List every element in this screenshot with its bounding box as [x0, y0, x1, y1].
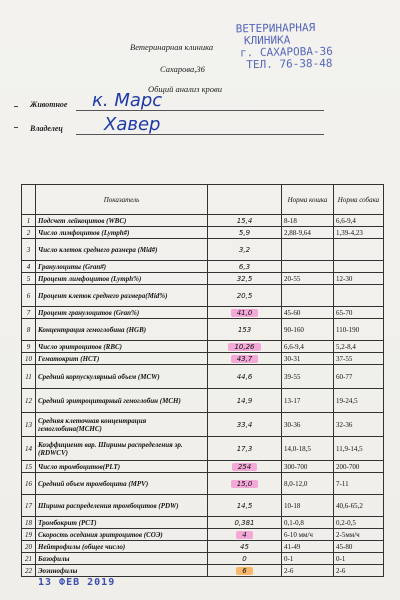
- row-result: 10,26: [228, 343, 260, 351]
- row-number-cell: [22, 517, 36, 529]
- header-result: [208, 185, 282, 215]
- clinic-name: Ветеринарная клиника: [130, 42, 214, 52]
- row-parameter-cell: [36, 565, 208, 577]
- row-parameter: Число клеток среднего размера (Mid#): [38, 245, 158, 254]
- row-norm-dog-cell: [334, 353, 384, 365]
- row-parameter-cell: [36, 307, 208, 319]
- row-norm-cat-cell: [282, 495, 334, 517]
- row-norm-cat: 41-49: [284, 542, 301, 551]
- table-row: [22, 437, 384, 461]
- row-parameter-cell: [36, 529, 208, 541]
- row-parameter: Средняя клеточная концентрация гемоглобина(MCHC): [38, 416, 147, 433]
- row-number-cell: [22, 365, 36, 389]
- row-norm-cat-cell: [282, 353, 334, 365]
- row-norm-cat-cell: [282, 319, 334, 341]
- row-norm-dog-cell: [334, 541, 384, 553]
- row-parameter-cell: [36, 437, 208, 461]
- table-row: [22, 389, 384, 413]
- row-number: 8: [26, 325, 31, 334]
- punch-mark: [14, 127, 18, 128]
- row-result-cell: [208, 285, 282, 307]
- row-result: 45: [240, 542, 249, 551]
- row-number: 2: [26, 228, 31, 237]
- table-row: [22, 353, 384, 365]
- row-number: 16: [25, 479, 32, 488]
- row-parameter: Процент лимфоцитов (Lymph%): [38, 274, 142, 283]
- row-norm-cat-cell: [282, 389, 334, 413]
- row-number-cell: [22, 473, 36, 495]
- row-result-cell: [208, 529, 282, 541]
- row-result-cell: [208, 517, 282, 529]
- row-norm-dog: 45-80: [336, 542, 353, 551]
- row-parameter: Средний объем тромбоцита (MPV): [38, 479, 149, 488]
- table-row: [22, 261, 384, 273]
- table-row: [22, 517, 384, 529]
- row-result-cell: [208, 495, 282, 517]
- row-norm-dog-cell: [334, 273, 384, 285]
- row-result: 5,9: [238, 228, 251, 237]
- row-parameter-cell: [36, 473, 208, 495]
- row-number: 12: [25, 396, 32, 405]
- row-result-cell: [208, 389, 282, 413]
- table-row: [22, 285, 384, 307]
- row-result-cell: [208, 473, 282, 495]
- row-norm-cat-cell: [282, 341, 334, 353]
- row-number-cell: [22, 389, 36, 413]
- row-parameter: Средний эритроцитарный гемоглобин (MCH): [38, 396, 181, 405]
- row-number: 13: [25, 420, 32, 429]
- row-parameter: Число тромбоцитов(PLT): [38, 462, 121, 471]
- stamp-line: ТЕЛ. 76-38-48: [246, 56, 333, 72]
- row-parameter: Базофилы: [38, 554, 70, 563]
- row-norm-dog: 7-11: [336, 479, 349, 488]
- row-norm-dog: 60-77: [336, 372, 353, 381]
- row-parameter-cell: [36, 341, 208, 353]
- header-parameter: Показатель: [36, 185, 208, 215]
- table-header-row: [22, 185, 384, 215]
- row-norm-dog: 19-24,5: [336, 396, 358, 405]
- row-parameter: Средний корпускулярный объем (MCW): [38, 372, 160, 381]
- row-parameter: Ширина распределения тромбоцитов (PDW): [38, 501, 179, 510]
- row-norm-dog-cell: [334, 565, 384, 577]
- row-norm-cat-cell: [282, 307, 334, 319]
- clinic-stamp: [236, 21, 397, 72]
- clinic-address: Сахарова,36: [160, 64, 205, 74]
- row-result: 14,9: [236, 396, 253, 405]
- row-parameter-cell: [36, 553, 208, 565]
- row-norm-cat-cell: [282, 273, 334, 285]
- row-norm-dog-cell: [334, 261, 384, 273]
- row-number: 10: [25, 354, 32, 363]
- row-norm-cat: 6,6-9,4: [284, 342, 304, 351]
- row-number: 15: [25, 462, 32, 471]
- row-result-cell: [208, 319, 282, 341]
- row-parameter: Эозинофилы: [38, 566, 78, 575]
- row-parameter: Процент гранулоцитов (Gran%): [38, 308, 140, 317]
- row-result: 17,3: [236, 444, 253, 453]
- table-row: [22, 215, 384, 227]
- row-norm-dog: 1,39-4,23: [336, 228, 363, 237]
- row-number-cell: [22, 261, 36, 273]
- owner-value: Хавер: [104, 114, 161, 135]
- row-parameter-cell: [36, 461, 208, 473]
- row-number-cell: [22, 341, 36, 353]
- row-norm-cat: 8,0-12,0: [284, 479, 308, 488]
- row-number-cell: [22, 285, 36, 307]
- row-parameter: Гематокрит (HCT): [38, 354, 100, 363]
- row-parameter-cell: [36, 273, 208, 285]
- row-result: 254: [232, 463, 257, 471]
- row-number: 19: [25, 530, 32, 539]
- table-row: [22, 307, 384, 319]
- table-row: [22, 473, 384, 495]
- row-norm-cat: 2,88-9,64: [284, 228, 311, 237]
- row-parameter: Процент клеток среднего размера(Mid%): [38, 291, 168, 300]
- row-norm-dog-cell: [334, 461, 384, 473]
- row-norm-cat: 10-18: [284, 501, 301, 510]
- row-norm-cat: 0-1: [284, 554, 294, 563]
- row-norm-dog: 2-5мм/ч: [336, 530, 360, 539]
- row-norm-cat-cell: [282, 473, 334, 495]
- row-number-cell: [22, 541, 36, 553]
- animal-label: Животное: [30, 100, 68, 109]
- row-result-cell: [208, 553, 282, 565]
- row-norm-cat-cell: [282, 413, 334, 437]
- row-result-cell: [208, 541, 282, 553]
- row-parameter: Подсчет лейкоцитов (WBC): [38, 216, 127, 225]
- row-parameter-cell: [36, 285, 208, 307]
- row-norm-dog: 5,2-8,4: [336, 342, 356, 351]
- row-norm-cat-cell: [282, 365, 334, 389]
- table-row: [22, 495, 384, 517]
- row-norm-dog-cell: [334, 517, 384, 529]
- table-body: [22, 215, 384, 577]
- table-row: [22, 273, 384, 285]
- row-norm-dog: 0-1: [336, 554, 346, 563]
- table-row: [22, 227, 384, 239]
- row-norm-dog: 32-36: [336, 420, 353, 429]
- date-stamp: 13 ФЕВ 2019: [38, 577, 116, 588]
- table-row: [22, 529, 384, 541]
- row-number: 21: [25, 554, 32, 563]
- row-result-cell: [208, 227, 282, 239]
- row-norm-cat-cell: [282, 461, 334, 473]
- row-number-cell: [22, 273, 36, 285]
- row-number-cell: [22, 495, 36, 517]
- row-norm-dog-cell: [334, 307, 384, 319]
- punch-mark: [14, 106, 18, 107]
- table-row: [22, 341, 384, 353]
- row-result: 20,5: [236, 291, 253, 300]
- row-norm-dog: 40,6-65,2: [336, 501, 363, 510]
- row-parameter-cell: [36, 541, 208, 553]
- row-norm-cat: 45-60: [284, 308, 301, 317]
- row-norm-cat: 90-160: [284, 325, 304, 334]
- row-number-cell: [22, 353, 36, 365]
- row-norm-dog-cell: [334, 365, 384, 389]
- row-norm-cat: 30-36: [284, 420, 301, 429]
- row-number-cell: [22, 319, 36, 341]
- table-row: [22, 365, 384, 389]
- row-result-cell: [208, 365, 282, 389]
- header-norm-cat: Норма кошка: [282, 185, 334, 215]
- row-norm-cat: 20-55: [284, 274, 301, 283]
- row-norm-dog: 110-190: [336, 325, 360, 334]
- row-norm-cat-cell: [282, 261, 334, 273]
- owner-label: Владелец: [30, 124, 63, 133]
- row-norm-cat: 30-31: [284, 354, 301, 363]
- row-parameter-cell: [36, 389, 208, 413]
- row-norm-cat-cell: [282, 565, 334, 577]
- row-number: 4: [26, 262, 31, 271]
- row-number: 9: [26, 342, 31, 351]
- row-parameter: Число эритроцитов (RBC): [38, 342, 123, 351]
- row-result: 0,381: [234, 518, 255, 527]
- animal-value: к. Марс: [92, 90, 163, 111]
- row-norm-cat-cell: [282, 553, 334, 565]
- row-parameter: Нейтрофилы (общее число): [38, 542, 126, 551]
- row-parameter-cell: [36, 517, 208, 529]
- stamp-line: ВЕТЕРИНАРНАЯ: [235, 21, 316, 36]
- row-number: 17: [25, 501, 32, 510]
- row-norm-dog: 0,2-0,5: [336, 518, 356, 527]
- row-result-cell: [208, 215, 282, 227]
- row-result: 3,2: [238, 245, 251, 254]
- row-norm-dog: 37-55: [336, 354, 353, 363]
- row-norm-cat: 300-700: [284, 462, 308, 471]
- row-parameter: Тромбокрит (PCT): [38, 518, 97, 527]
- row-norm-cat: 39-55: [284, 372, 301, 381]
- row-number: 1: [26, 216, 31, 225]
- table-row: [22, 461, 384, 473]
- row-result-cell: [208, 565, 282, 577]
- row-norm-dog-cell: [334, 413, 384, 437]
- table-row: [22, 319, 384, 341]
- row-parameter-cell: [36, 239, 208, 261]
- row-result: 15,0: [231, 480, 259, 488]
- row-norm-dog: 2-6: [336, 566, 346, 575]
- row-result-cell: [208, 413, 282, 437]
- row-norm-dog-cell: [334, 389, 384, 413]
- row-norm-cat-cell: [282, 517, 334, 529]
- row-result: 43,7: [231, 355, 259, 363]
- row-result-cell: [208, 261, 282, 273]
- row-number-cell: [22, 565, 36, 577]
- row-result: 41,0: [231, 309, 259, 317]
- row-result: 153: [237, 325, 252, 334]
- stamp-line: КЛИНИКА: [243, 33, 291, 48]
- row-number-cell: [22, 227, 36, 239]
- row-norm-cat: 6-10 мм/ч: [284, 530, 313, 539]
- row-result: 0: [242, 554, 247, 563]
- row-number-cell: [22, 215, 36, 227]
- row-norm-cat-cell: [282, 541, 334, 553]
- row-result: 33,4: [236, 420, 253, 429]
- row-norm-dog-cell: [334, 285, 384, 307]
- row-result: 6: [236, 567, 252, 575]
- row-norm-dog: 12-30: [336, 274, 353, 283]
- table-row: [22, 553, 384, 565]
- row-parameter: Скорость оседания эритроцитов (СОЭ): [38, 530, 163, 539]
- row-number: 22: [25, 566, 32, 575]
- header-number: [22, 185, 36, 215]
- row-number-cell: [22, 307, 36, 319]
- row-number-cell: [22, 239, 36, 261]
- row-norm-cat: 14,0-18,5: [284, 444, 311, 453]
- row-norm-cat-cell: [282, 215, 334, 227]
- row-parameter-cell: [36, 495, 208, 517]
- row-norm-dog: 65-70: [336, 308, 353, 317]
- row-parameter-cell: [36, 319, 208, 341]
- row-norm-cat-cell: [282, 437, 334, 461]
- row-result-cell: [208, 239, 282, 261]
- row-number-cell: [22, 553, 36, 565]
- row-norm-cat-cell: [282, 227, 334, 239]
- row-number-cell: [22, 413, 36, 437]
- row-norm-cat: 13-17: [284, 396, 301, 405]
- row-number-cell: [22, 461, 36, 473]
- table-row: [22, 541, 384, 553]
- row-norm-dog-cell: [334, 319, 384, 341]
- row-result-cell: [208, 341, 282, 353]
- row-norm-dog-cell: [334, 227, 384, 239]
- row-number: 6: [26, 291, 31, 300]
- row-norm-dog: 6,6-9,4: [336, 216, 356, 225]
- row-number: 14: [25, 444, 32, 453]
- row-result: 4: [236, 531, 252, 539]
- row-norm-dog-cell: [334, 495, 384, 517]
- blood-test-table: [21, 184, 384, 577]
- row-parameter: Число лимфоцитов (Lymph#): [38, 228, 130, 237]
- row-norm-dog-cell: [334, 437, 384, 461]
- row-parameter: Коэффициент вар. Ширины распределения эр. (RDWCV): [38, 440, 183, 457]
- row-result-cell: [208, 353, 282, 365]
- row-parameter-cell: [36, 227, 208, 239]
- row-norm-dog: 200-700: [336, 462, 360, 471]
- row-result: 32,5: [236, 274, 253, 283]
- row-number: 11: [25, 372, 32, 381]
- row-norm-cat-cell: [282, 239, 334, 261]
- row-norm-cat-cell: [282, 285, 334, 307]
- table-row: [22, 239, 384, 261]
- row-number: 7: [26, 308, 31, 317]
- row-norm-dog-cell: [334, 239, 384, 261]
- row-norm-dog-cell: [334, 215, 384, 227]
- row-norm-cat-cell: [282, 529, 334, 541]
- row-norm-dog-cell: [334, 529, 384, 541]
- report-title: Общий анализ крови: [148, 84, 222, 94]
- row-result-cell: [208, 437, 282, 461]
- row-parameter-cell: [36, 261, 208, 273]
- row-number: 3: [26, 245, 31, 254]
- row-norm-dog-cell: [334, 473, 384, 495]
- row-number: 18: [25, 518, 32, 527]
- row-norm-dog: 11,9-14,5: [336, 444, 363, 453]
- row-result-cell: [208, 273, 282, 285]
- row-number: 20: [25, 542, 32, 551]
- row-result: 6,3: [238, 262, 251, 271]
- row-result: 14,5: [236, 501, 253, 510]
- row-norm-cat: 0,1-0,8: [284, 518, 304, 527]
- row-result: 44,6: [236, 372, 253, 381]
- row-parameter-cell: [36, 365, 208, 389]
- table-row: [22, 565, 384, 577]
- row-result: 15,4: [236, 216, 253, 225]
- row-parameter-cell: [36, 353, 208, 365]
- row-parameter-cell: [36, 215, 208, 227]
- row-number: 5: [26, 274, 31, 283]
- table-row: [22, 413, 384, 437]
- row-parameter: Гранулоциты (Gran#): [38, 262, 107, 271]
- row-norm-dog-cell: [334, 553, 384, 565]
- row-number-cell: [22, 529, 36, 541]
- stamp-line: г. САХАРОВА-36: [239, 44, 333, 60]
- row-norm-cat: 2-6: [284, 566, 294, 575]
- row-result-cell: [208, 307, 282, 319]
- row-parameter-cell: [36, 413, 208, 437]
- row-parameter: Концентрация гемоглобина (HGB): [38, 325, 147, 334]
- row-norm-dog-cell: [334, 341, 384, 353]
- header-norm-dog: Норма собака: [334, 185, 384, 215]
- row-norm-cat: 8-18: [284, 216, 297, 225]
- row-result-cell: [208, 461, 282, 473]
- row-number-cell: [22, 437, 36, 461]
